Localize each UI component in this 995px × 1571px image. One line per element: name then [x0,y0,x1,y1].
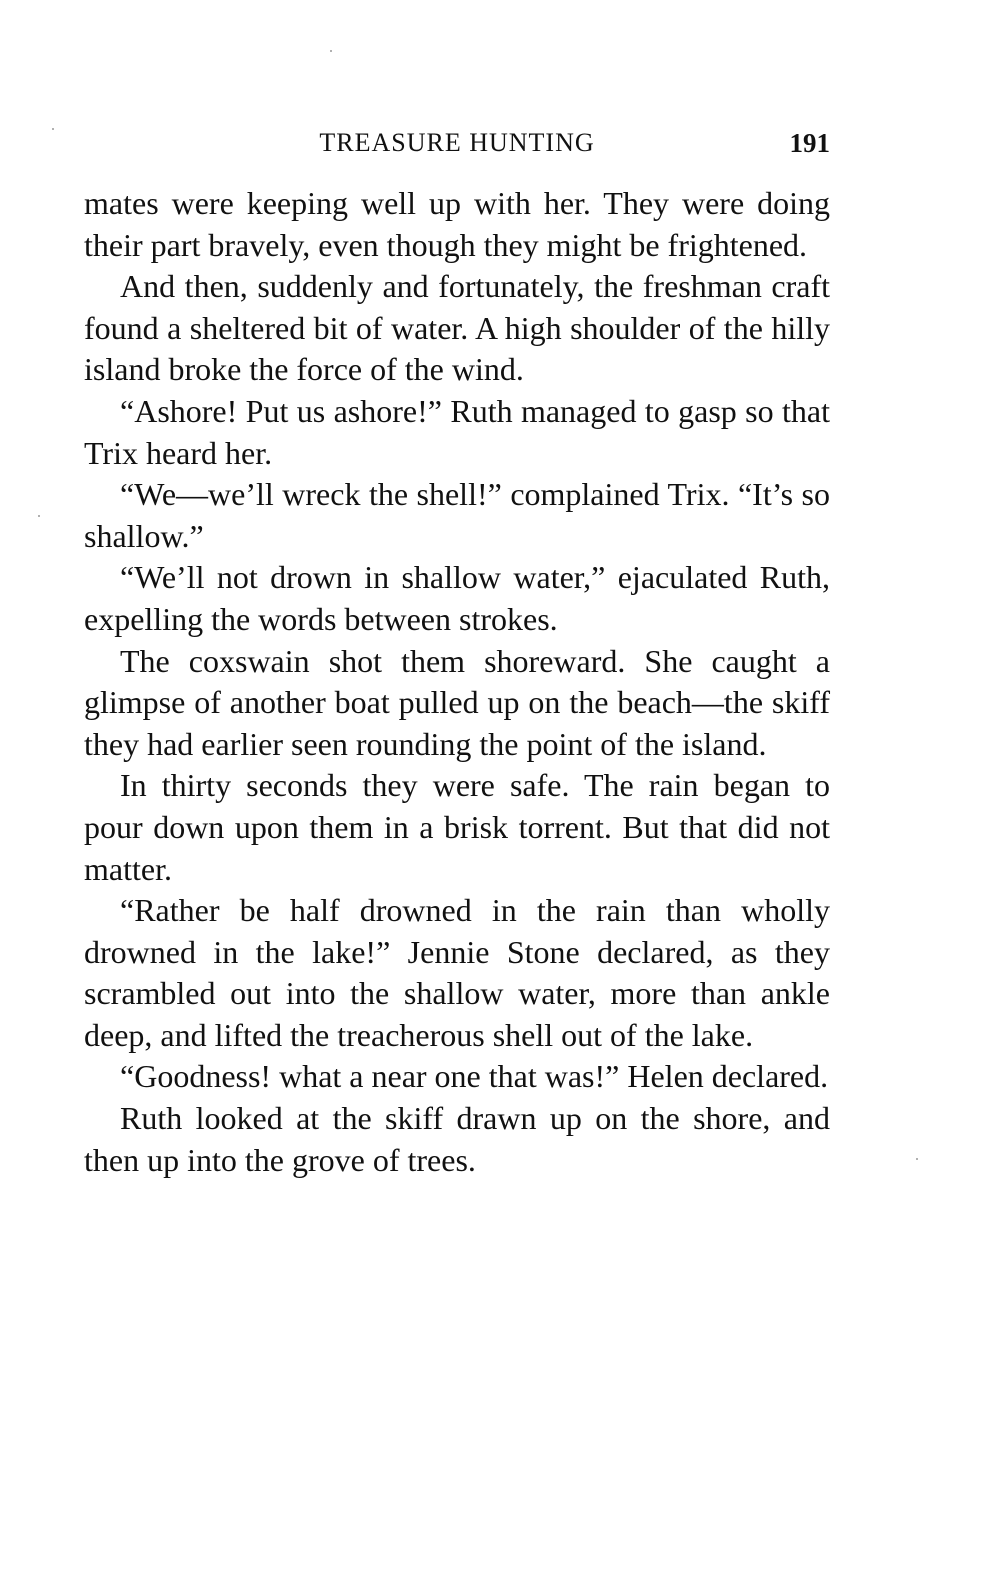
paragraph: “Goodness! what a near one that was!” Helen declared. [120,1058,829,1095]
scan-speck [330,50,332,52]
running-header [84,123,830,163]
paragraph: “Rather be half drowned in the rain than wholly drowned in the lake!” Jennie Stone declared, as they scrambled out into the shallow water, more than ankle deep, and lifted the treacherous shell out of the lake. [84,892,830,1053]
running-title: TREASURE HUNTING [319,128,595,157]
scan-speck [38,515,40,517]
paragraph: “We’ll not drown in shallow water,” ejaculated Ruth, expelling the words between strokes. [84,559,830,637]
body-text [84,183,830,1181]
paragraph: And then, suddenly and fortunately, the freshman craft found a sheltered bit of water. A high shoulder of the hilly island broke the force of the wind. [84,268,830,388]
scan-speck [52,128,54,130]
paragraph: “We—we’ll wreck the shell!” complained Trix. “It’s so shallow.” [84,476,830,554]
paragraph: Ruth looked at the skiff drawn up on the shore, and then up into the grove of trees. [84,1100,830,1178]
scan-speck [916,1158,918,1160]
paragraph: In thirty seconds they were safe. The rain began to pour down upon them in a brisk torrent. But that did not matter. [84,767,830,887]
paragraph: The coxswain shot them shoreward. She caught a glimpse of another boat pulled up on the beach—the skiff they had earlier seen rounding the point of the island. [84,642,830,762]
paragraph: mates were keeping well up with her. They were doing their part bravely, even though they might be frightened. [84,185,830,263]
paragraph: “Ashore! Put us ashore!” Ruth managed to gasp so that Trix heard her. [84,392,830,471]
page-number: 191 [789,128,830,158]
